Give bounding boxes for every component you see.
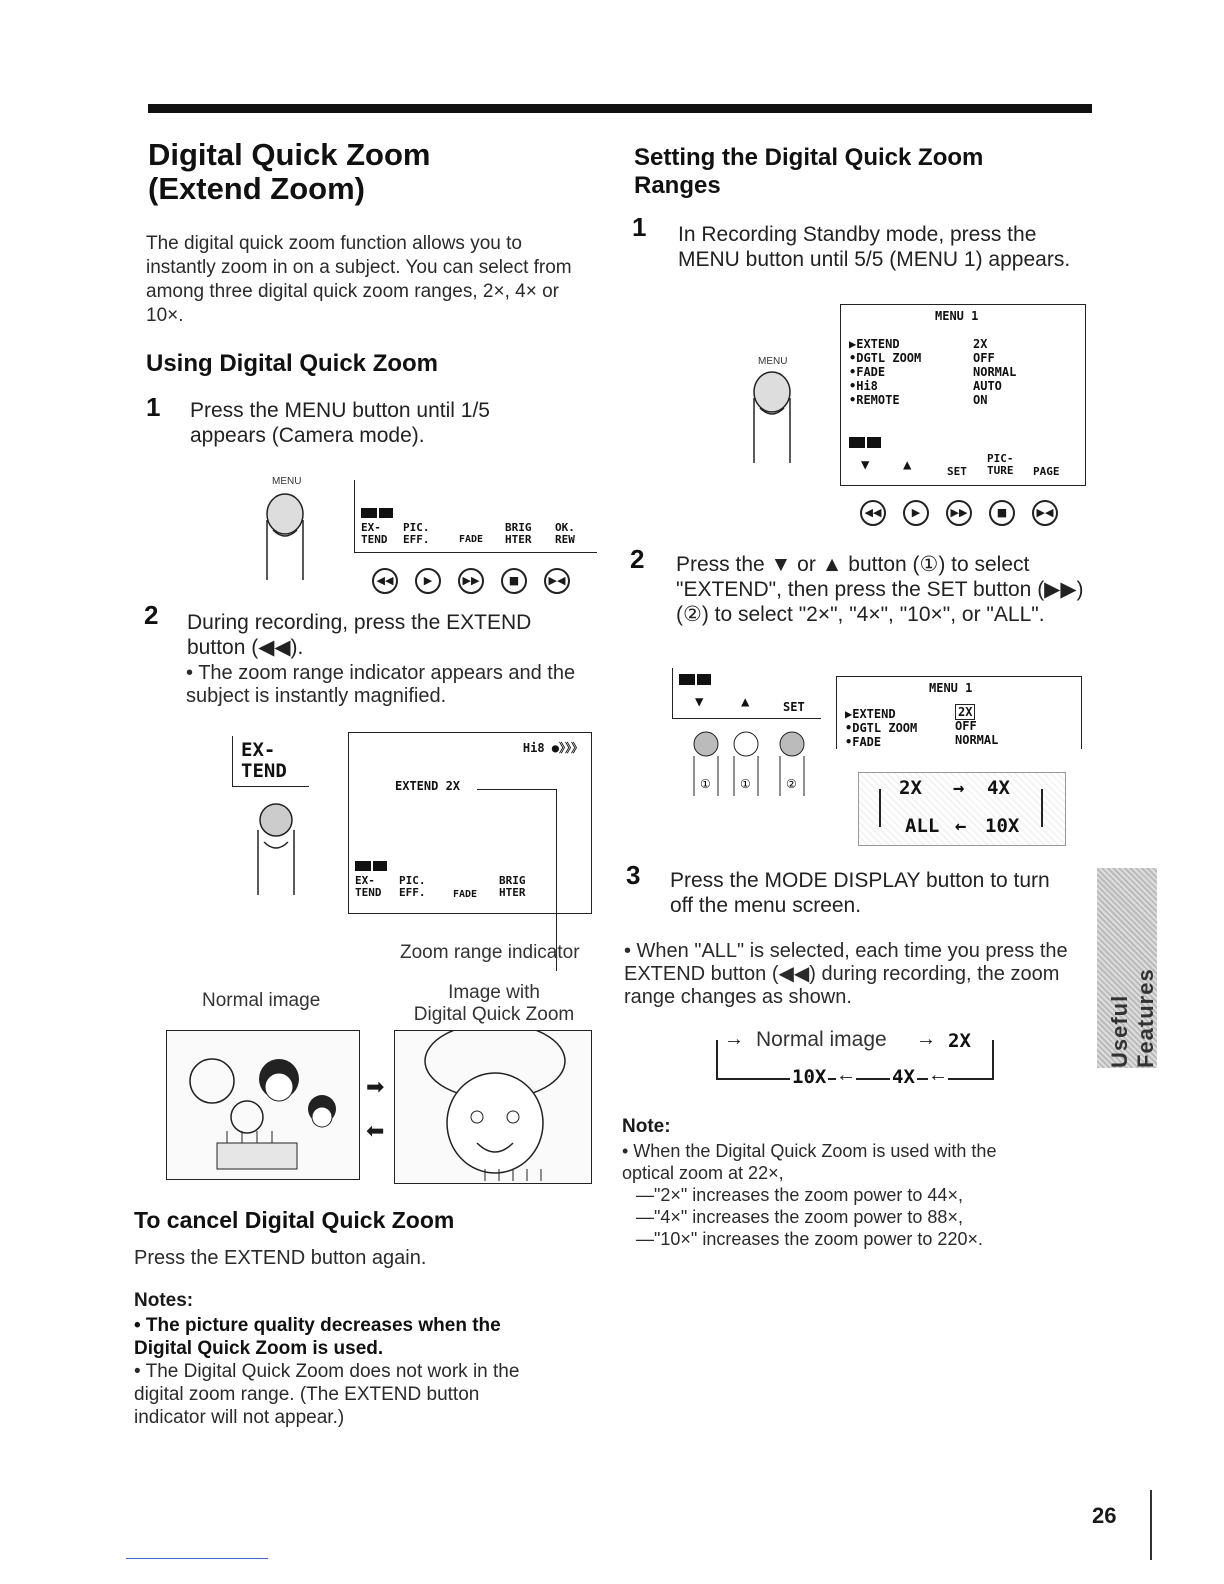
control-buttons-row [860,500,1075,526]
arrow-right-icon: ➡ [366,1074,385,1099]
menu-5-5-icon [679,674,695,685]
fast-forward-button-icon: ▶▶ [946,500,972,526]
fast-forward-button-icon: ▶▶ [458,568,484,594]
menu-row-label: •Hi8 [849,379,878,393]
flow-10x: 10X [792,1066,827,1088]
arrow-left-icon: ← [928,1064,948,1086]
svg-text:①: ① [740,777,751,791]
lcd-tend: TEND [355,886,382,899]
cycle-line [1041,789,1043,827]
menu-row [849,351,1077,365]
normal-image-illustration [166,1030,360,1180]
menu-row-label: •DGTL ZOOM [849,351,922,365]
down-arrow-icon: ▼ [695,694,704,710]
menu-rows [849,337,1077,407]
note-line: —"10×" increases the zoom power to 220×. [636,1229,983,1249]
up-arrow-icon: ▲ [741,694,750,710]
step-text: Press the MODE DISPLAY button to turn off the menu screen. [670,869,1050,917]
lcd-ok: OK. [555,521,575,534]
three-finger-buttons-icon [684,730,834,800]
menu-title: MENU 1 [929,681,973,695]
menu-title: MENU 1 [935,309,979,323]
cycle-4x: 4X [987,777,1010,799]
caption-line: Image with [448,982,540,1003]
menu-row-value: AUTO [973,379,1002,393]
down-arrow-icon: ▼ [861,457,870,473]
lcd-hter: HTER [505,533,532,546]
cancel-heading: To cancel Digital Quick Zoom [134,1207,455,1233]
step-text: In Recording Standby mode, press the MENU button until 5/5 (MENU 1) appears. [678,223,1071,271]
menu-5-5-icon [849,437,865,448]
menu-row-label: •FADE [849,365,886,379]
menu-1-5-icon [361,508,377,518]
cancel-text: Press the EXTEND button again. [134,1247,427,1269]
arrow-right-icon: → [953,777,965,799]
step-number: 1 [632,212,647,242]
menu-1-5-icon [355,861,371,871]
notes-title: Notes: [134,1290,194,1311]
lcd-screen-camera-menu [354,480,597,553]
battery-icon [697,674,711,685]
lcd-screen-extend [348,732,592,914]
play-button-icon: ▶ [415,568,441,594]
svg-text:②: ② [786,777,797,791]
battery-icon [373,861,387,871]
step-number: 2 [144,600,159,630]
leader-line [477,789,557,790]
lcd-fade: FADE [459,534,484,545]
note-line: —"2×" increases the zoom power to 44×, [636,1185,963,1205]
step-number: 2 [630,544,645,574]
right-title [634,144,983,200]
cycle-10x: 10X [985,815,1020,837]
note-line: —"4×" increases the zoom power to 88×, [636,1207,963,1227]
menu-row [849,337,1077,351]
menu-picture-label: TURE [987,464,1014,477]
top-rule [148,104,1092,113]
flow-line [992,1040,994,1080]
up-arrow-icon: ▲ [903,457,912,473]
lcd-pic: PIC. [403,521,430,534]
extend-label-tend: TEND [241,760,287,782]
menu-row-label: •FADE [845,735,882,749]
menu-row-label: ▶EXTEND [845,707,896,721]
intro-text: The digital quick zoom function allows you to instantly zoom in on a subject. You can select from among three digital quick zoom ranges, 2×, 4× or 10×. [146,233,572,326]
extend-button-label [232,736,309,787]
menu-row-value: NORMAL [973,365,1017,379]
battery-icon [867,437,881,448]
set-label: SET [783,700,805,714]
lcd-menu-1 [840,304,1086,486]
menu-row-value: OFF [955,719,977,733]
step-text: During recording, press the EXTEND button (◀◀). [187,611,532,659]
menu-row-value: NORMAL [955,733,999,747]
lcd-pic: PIC. [399,874,426,887]
step-number: 3 [626,860,641,890]
page-number: 26 [1092,1503,1117,1528]
lcd-ex: EX- [361,521,381,534]
arrow-right-icon: → [724,1028,744,1050]
menu-page-label: PAGE [1033,465,1060,478]
title-line1: Digital Quick Zoom [148,137,431,172]
menu-row [849,379,1077,393]
cycle-all: ALL [905,815,940,837]
normal-image-caption: Normal image [202,990,321,1011]
arrow-left-icon: ← [955,815,967,837]
menu-row-value: 2X [955,704,975,720]
note-item: • The picture quality decreases when the Digital Quick Zoom is used. [134,1315,501,1359]
lcd-tend: TEND [361,533,388,546]
menu-label: MENU [758,356,788,367]
lcd-brig: BRIG [499,874,526,887]
lcd-ex: EX- [355,874,375,887]
still-button-icon: ▶◀ [544,568,570,594]
zoom-cycle-diagram [858,772,1066,846]
flow-normal: Normal image [756,1028,887,1051]
menu-row-value: ON [973,393,988,407]
menu-row [849,393,1077,407]
menu-set-label: SET [947,465,967,478]
note-text [622,1140,1052,1250]
rewind-button-icon: ◀◀ [372,568,398,594]
step-text: Press the ▼ or ▲ button (①) to select "EXTEND", then press the SET button (▶▶) (②) to select "2×", "4×", "10×", or "ALL". [676,553,1084,626]
menu-row [849,365,1077,379]
left-title [148,138,430,206]
battery-icon [379,508,393,518]
finger-press-icon [250,800,310,900]
stop-button-icon: ■ [501,568,527,594]
zoom-flow-diagram [716,1026,1008,1090]
finger-press-icon [742,368,812,468]
extend-label-ex: EX- [241,739,276,761]
arrow-left-icon: ← [836,1064,856,1086]
right-title-line1: Setting the Digital Quick Zoom [634,144,984,171]
flow-2x: 2X [948,1030,971,1052]
step-text: Press the MENU button until 1/5 appears (Camera mode). [190,399,490,447]
note-title: Note: [622,1116,671,1137]
rewind-button-icon: ◀◀ [860,500,886,526]
lcd-extend-indicator: EXTEND 2X [395,779,461,793]
control-buttons-row [372,568,587,594]
using-heading: Using Digital Quick Zoom [146,350,439,377]
menu-label: MENU [272,476,302,487]
step-bullet: • The zoom range indicator appears and the subject is instantly magnified. [186,662,576,707]
right-margin-rule [1150,1490,1152,1560]
all-mode-bullet: • When "ALL" is selected, each time you press the EXTEND button (◀◀) during recording, the zoom range changes as shown. [624,940,1068,1008]
still-button-icon: ▶◀ [1032,500,1058,526]
section-tab-label: Useful Features [1107,968,1158,1068]
play-button-icon: ▶ [903,500,929,526]
caption-line: Digital Quick Zoom [413,1004,575,1025]
footer-line [126,1558,268,1559]
lcd-rew: REW [555,533,575,546]
lcd-fade: FADE [453,889,478,900]
cycle-line [879,789,881,827]
lcd-brig: BRIG [505,521,532,534]
zoomed-image-illustration [394,1030,592,1184]
menu-row-label: ▶EXTEND [849,337,900,351]
lcd-status: Hi8 ●》》》 [522,741,583,755]
lcd-hter: HTER [499,886,526,899]
svg-text:①: ① [700,777,711,791]
note-line: • When the Digital Quick Zoom is used with the optical zoom at 22×, [622,1141,997,1183]
right-title-line2: Ranges [634,172,721,199]
stop-button-icon: ■ [989,500,1015,526]
step-number: 1 [146,392,161,422]
menu-row-value: OFF [973,351,995,365]
flow-4x: 4X [892,1066,915,1088]
zoomed-image-caption [408,982,580,1026]
note-item: • The Digital Quick Zoom does not work in the digital zoom range. (The EXTEND button indicator will not appear.) [134,1361,520,1428]
lcd-navigation-buttons [672,668,821,719]
section-tab [1097,868,1157,1068]
menu-row-label: •DGTL ZOOM [845,721,918,735]
title-line2: (Extend Zoom) [148,171,365,206]
arrow-right-icon: → [916,1028,936,1050]
lcd-eff: EFF. [403,533,430,546]
menu-row-value: 2X [973,337,988,351]
menu-picture-label: PIC- [987,452,1014,465]
lcd-menu-1-extend [836,676,1082,749]
zoom-range-indicator-caption: Zoom range indicator [400,942,580,963]
flow-line [716,1040,718,1078]
finger-press-icon [255,490,325,590]
arrow-left-icon: ⬅ [366,1118,385,1143]
lcd-eff: EFF. [399,886,426,899]
menu-row-label: •REMOTE [849,393,900,407]
cycle-2x: 2X [899,777,922,799]
